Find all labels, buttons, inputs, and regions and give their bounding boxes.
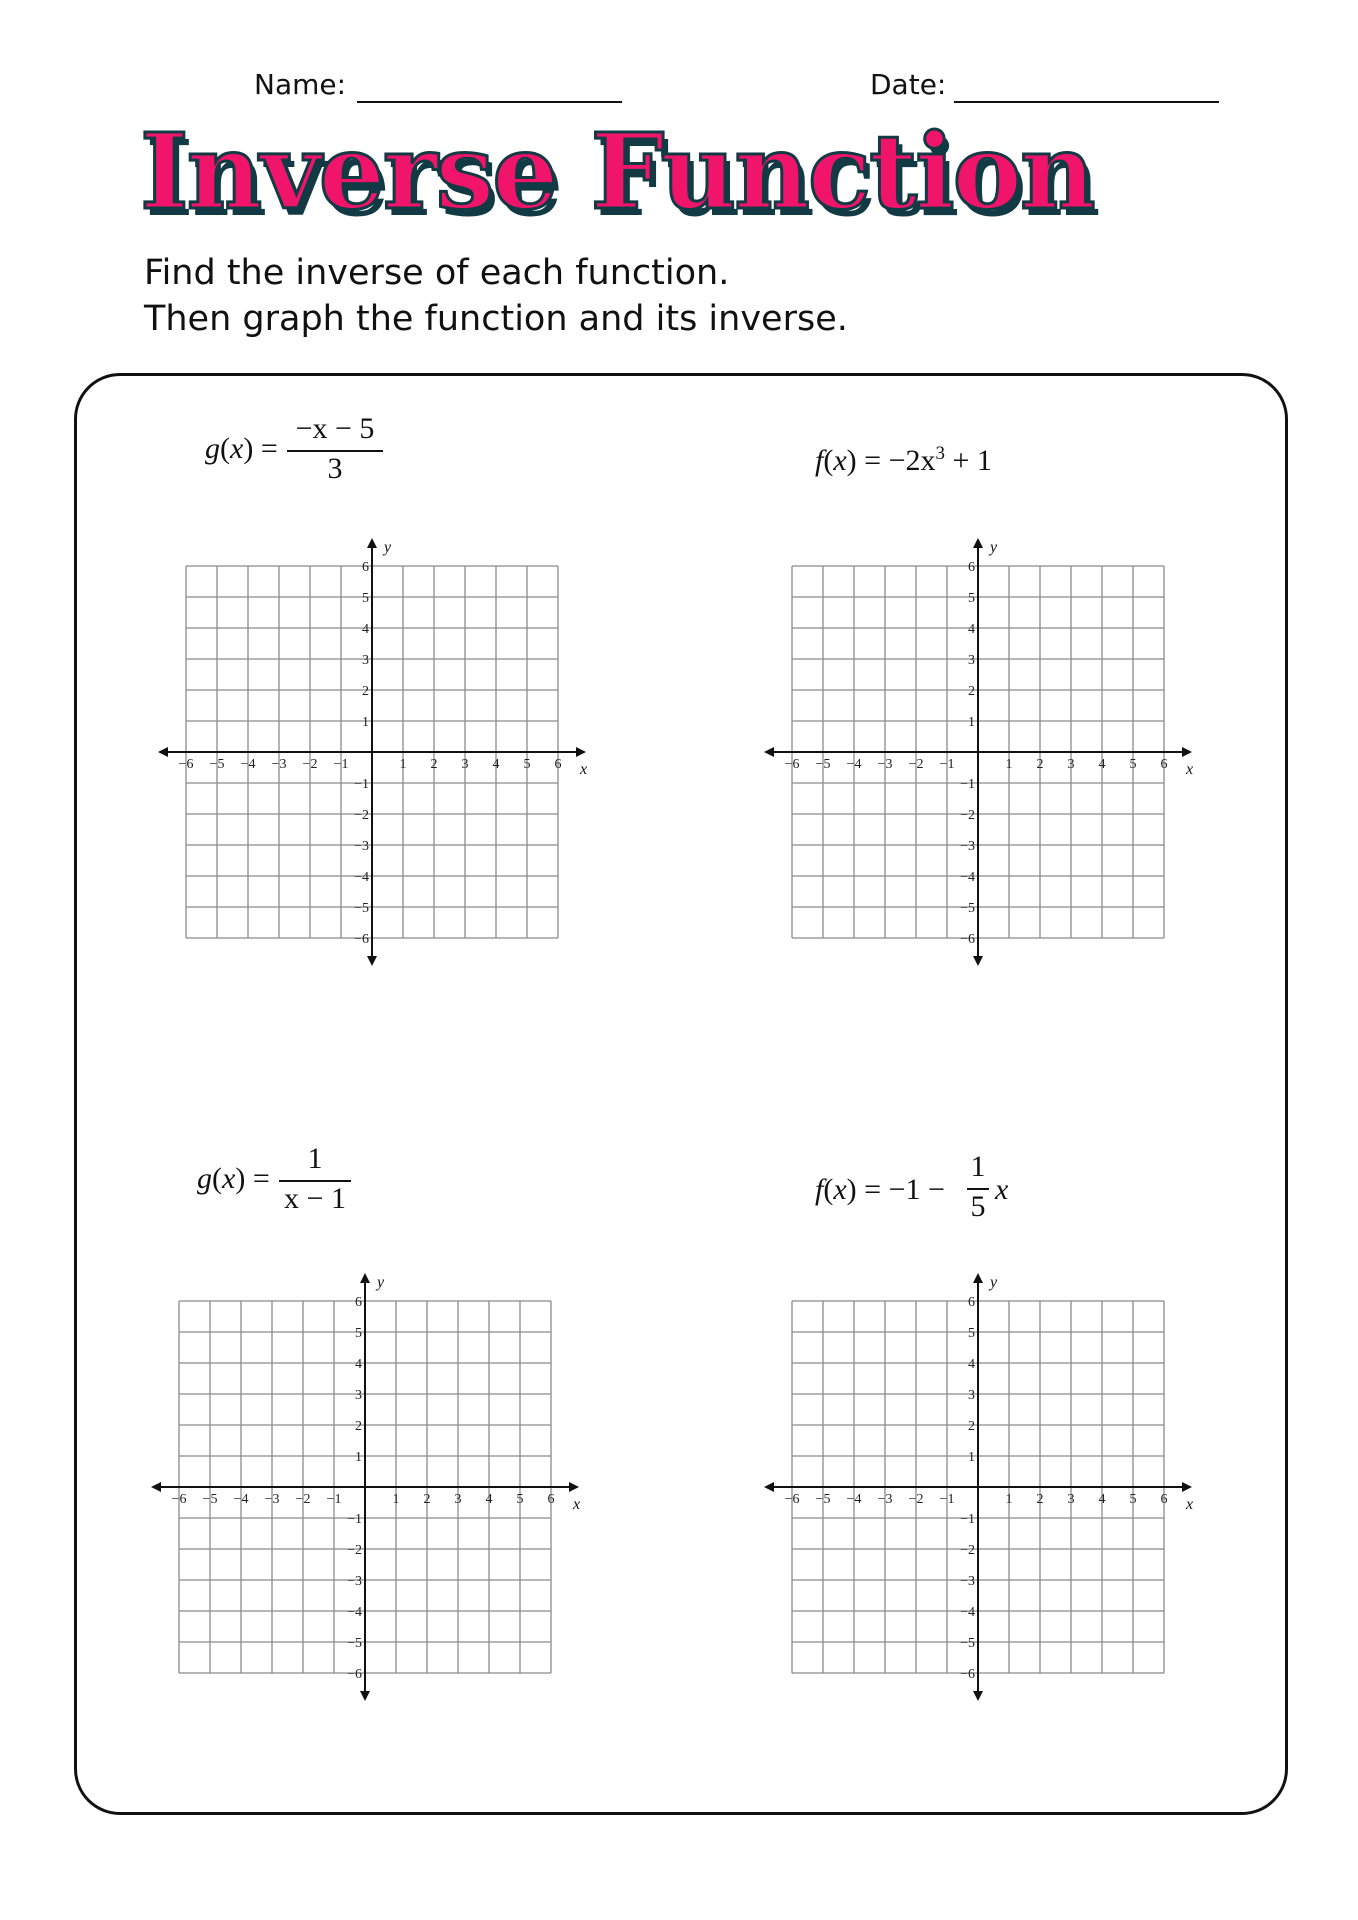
y-tick-label: −3 (354, 839, 369, 854)
date-label: Date: (870, 68, 947, 101)
y-tick-label: 2 (362, 684, 369, 699)
equation-2: $f(x) = -2x^3 + 1$ (815, 443, 992, 477)
y-tick-label: −6 (960, 932, 975, 947)
x-axis-arrow-left (151, 1482, 161, 1492)
y-tick-label: 4 (968, 1357, 975, 1372)
x-tick-label: 6 (547, 1492, 555, 1507)
x-tick-label: 5 (523, 757, 531, 772)
coordinate-grid-1[interactable] (150, 538, 590, 970)
name-line[interactable] (357, 101, 622, 103)
y-tick-label: 2 (968, 684, 975, 699)
y-axis-label: y (990, 1274, 998, 1291)
y-tick-label: −5 (354, 901, 369, 916)
x-tick-label: 3 (1067, 1492, 1075, 1507)
x-tick-label: −3 (877, 1492, 893, 1507)
x-tick-label: −4 (846, 1492, 862, 1507)
y-tick-label: 1 (362, 715, 369, 730)
x-tick-label: 1 (1005, 757, 1013, 772)
y-tick-label: 4 (362, 622, 369, 637)
x-tick-label: 6 (554, 757, 562, 772)
y-tick-label: 5 (968, 1326, 975, 1341)
y-tick-label: 6 (355, 1295, 362, 1310)
y-tick-label: −2 (960, 808, 975, 823)
x-axis-label: x (1186, 761, 1194, 778)
y-tick-label: −6 (960, 1667, 975, 1682)
fraction-3: 1 x − 1 (279, 1142, 351, 1216)
x-tick-label: 2 (1036, 757, 1044, 772)
y-axis-arrow-up (973, 538, 983, 548)
x-axis-arrow-right (576, 747, 586, 757)
y-tick-label: 3 (968, 653, 975, 668)
x-tick-label: 4 (492, 757, 500, 772)
x-tick-label: 6 (1160, 757, 1168, 772)
y-axis-arrow-up (360, 1273, 370, 1283)
y-tick-label: 5 (362, 591, 369, 606)
x-tick-label: −6 (784, 1492, 800, 1507)
x-tick-label: 3 (1067, 757, 1075, 772)
y-tick-label: −1 (354, 777, 369, 792)
x-tick-label: −3 (264, 1492, 280, 1507)
y-tick-label: −5 (960, 901, 975, 916)
y-axis-arrow-up (973, 1273, 983, 1283)
x-tick-label: −2 (302, 757, 318, 772)
y-tick-label: 2 (968, 1419, 975, 1434)
instruction-line-2: Then graph the function and its inverse. (144, 299, 848, 339)
worksheet-title: Inverse Function (140, 110, 1094, 233)
x-axis-label: x (573, 1496, 581, 1513)
coordinate-grid-2[interactable] (756, 538, 1196, 970)
x-tick-label: 2 (430, 757, 438, 772)
x-axis-arrow-left (764, 1482, 774, 1492)
x-tick-label: −1 (333, 757, 349, 772)
x-tick-label: 1 (1005, 1492, 1013, 1507)
y-tick-label: 5 (355, 1326, 362, 1341)
y-tick-label: 6 (968, 560, 975, 575)
x-axis-arrow-right (1182, 1482, 1192, 1492)
y-axis-arrow-down (973, 1691, 983, 1701)
x-axis-arrow-right (569, 1482, 579, 1492)
x-tick-label: −3 (877, 757, 893, 772)
y-tick-label: 4 (355, 1357, 362, 1372)
x-tick-label: −5 (815, 1492, 831, 1507)
y-tick-label: −6 (354, 932, 369, 947)
x-tick-label: −5 (815, 757, 831, 772)
x-tick-label: −1 (939, 1492, 955, 1507)
y-tick-label: −4 (354, 870, 369, 885)
x-axis-label: x (580, 761, 588, 778)
x-axis-arrow-left (764, 747, 774, 757)
y-tick-label: 3 (968, 1388, 975, 1403)
x-tick-label: 2 (1036, 1492, 1044, 1507)
fraction-1: −x − 5 3 (287, 412, 383, 486)
y-tick-label: −2 (354, 808, 369, 823)
y-tick-label: 4 (968, 622, 975, 637)
y-tick-label: 5 (968, 591, 975, 606)
x-tick-label: −6 (178, 757, 194, 772)
x-tick-label: −6 (171, 1492, 187, 1507)
y-axis-arrow-up (367, 538, 377, 548)
x-tick-label: 4 (485, 1492, 493, 1507)
y-tick-label: 2 (355, 1419, 362, 1434)
y-axis-arrow-down (360, 1691, 370, 1701)
y-axis-arrow-down (973, 956, 983, 966)
name-label: Name: (254, 68, 347, 101)
y-tick-label: −4 (960, 870, 975, 885)
x-tick-label: −4 (233, 1492, 249, 1507)
y-tick-label: −4 (960, 1605, 975, 1620)
x-tick-label: 5 (1129, 1492, 1137, 1507)
x-tick-label: −6 (784, 757, 800, 772)
y-tick-label: −5 (347, 1636, 362, 1651)
x-tick-label: −3 (271, 757, 287, 772)
y-axis-arrow-down (367, 956, 377, 966)
coordinate-grid-4[interactable] (756, 1273, 1196, 1705)
x-axis-label: x (1186, 1496, 1194, 1513)
y-axis-label: y (384, 539, 392, 556)
x-tick-label: 4 (1098, 1492, 1106, 1507)
y-tick-label: −1 (960, 1512, 975, 1527)
y-tick-label: −6 (347, 1667, 362, 1682)
y-tick-label: −3 (960, 839, 975, 854)
x-tick-label: −5 (209, 757, 225, 772)
y-tick-label: −2 (960, 1543, 975, 1558)
x-tick-label: −1 (939, 757, 955, 772)
instruction-line-1: Find the inverse of each function. (144, 253, 730, 293)
y-tick-label: 3 (362, 653, 369, 668)
x-tick-label: 1 (399, 757, 407, 772)
y-tick-label: −1 (960, 777, 975, 792)
coordinate-grid-3[interactable] (143, 1273, 583, 1705)
x-tick-label: −2 (295, 1492, 311, 1507)
y-tick-label: 6 (362, 560, 369, 575)
y-tick-label: 6 (968, 1295, 975, 1310)
x-tick-label: 6 (1160, 1492, 1168, 1507)
fraction-4: 1 5 (967, 1150, 989, 1224)
x-axis-arrow-right (1182, 747, 1192, 757)
y-tick-label: 1 (355, 1450, 362, 1465)
y-tick-label: 1 (968, 1450, 975, 1465)
date-line[interactable] (954, 101, 1219, 103)
x-tick-label: 5 (1129, 757, 1137, 772)
y-tick-label: 1 (968, 715, 975, 730)
x-tick-label: 4 (1098, 757, 1106, 772)
x-tick-label: 3 (461, 757, 469, 772)
x-tick-label: −1 (326, 1492, 342, 1507)
x-axis-arrow-left (158, 747, 168, 757)
x-tick-label: 5 (516, 1492, 524, 1507)
y-axis-label: y (377, 1274, 385, 1291)
y-tick-label: −3 (960, 1574, 975, 1589)
y-axis-label: y (990, 539, 998, 556)
x-tick-label: −4 (240, 757, 256, 772)
y-tick-label: −2 (347, 1543, 362, 1558)
y-tick-label: −1 (347, 1512, 362, 1527)
y-tick-label: −5 (960, 1636, 975, 1651)
y-tick-label: −4 (347, 1605, 362, 1620)
x-tick-label: 1 (392, 1492, 400, 1507)
x-tick-label: −4 (846, 757, 862, 772)
x-tick-label: −2 (908, 757, 924, 772)
y-tick-label: −3 (347, 1574, 362, 1589)
x-tick-label: 2 (423, 1492, 431, 1507)
y-tick-label: 3 (355, 1388, 362, 1403)
x-tick-label: 3 (454, 1492, 462, 1507)
x-tick-label: −2 (908, 1492, 924, 1507)
x-tick-label: −5 (202, 1492, 218, 1507)
